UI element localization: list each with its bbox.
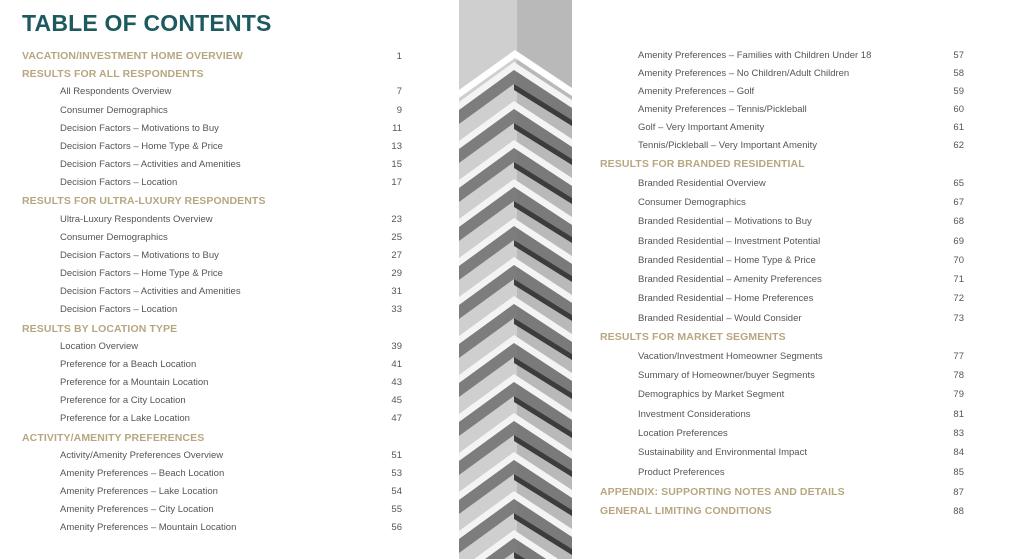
toc-entry-title: Ultra-Luxury Respondents Overview (60, 213, 213, 225)
toc-section-heading[interactable] (580, 505, 1000, 517)
toc-entry-title: Tennis/Pickleball – Very Important Amenity (638, 140, 818, 151)
toc-page-number: 39 (391, 340, 402, 352)
toc-entry[interactable] (0, 450, 410, 461)
toc-section-heading[interactable] (0, 323, 410, 335)
toc-entry-title: Investment Considerations (638, 409, 751, 420)
toc-entry-title: Branded Residential – Would Consider (638, 313, 802, 324)
toc-entry[interactable] (580, 86, 1000, 97)
toc-page-number: 1 (396, 51, 402, 62)
toc-section-heading[interactable] (580, 486, 1000, 498)
toc-page-number: 85 (953, 467, 964, 478)
toc-page-number: 69 (953, 236, 964, 247)
toc-entry-title: Location Overview (60, 340, 139, 352)
toc-entry-title: All Respondents Overview (60, 86, 172, 98)
toc-entry-title: Preference for a City Location (60, 395, 186, 407)
toc-entry-title: Decision Factors – Home Type & Price (60, 140, 223, 152)
toc-entry[interactable] (0, 304, 410, 315)
toc-entry[interactable] (580, 236, 1000, 247)
toc-entry-title: Sustainability and Environmental Impact (638, 447, 807, 458)
toc-page-number: 60 (953, 104, 964, 115)
toc-page-number: 41 (391, 358, 402, 370)
toc-entry-title: RESULTS FOR MARKET SEGMENTS (600, 331, 786, 343)
toc-entry[interactable] (580, 313, 1000, 324)
toc-entry-title: Demographics by Market Segment (638, 389, 785, 400)
toc-page-number: 77 (953, 351, 964, 362)
toc-page-number: 29 (391, 268, 402, 280)
toc-entry[interactable] (580, 140, 1000, 151)
toc-entry-title: Amenity Preferences – Lake Location (60, 486, 218, 498)
toc-entry[interactable] (0, 159, 410, 170)
toc-page-number: 7 (396, 86, 402, 98)
toc-entry-title: Amenity Preferences – Families with Children Under 18 (638, 50, 872, 61)
toc-entry-title: Preference for a Beach Location (60, 358, 197, 370)
toc-page-number: 23 (391, 213, 402, 225)
toc-entry[interactable] (580, 293, 1000, 304)
toc-entry-title: Branded Residential – Amenity Preferences (638, 274, 822, 285)
toc-entry[interactable] (580, 104, 1000, 115)
toc-entry[interactable] (580, 409, 1000, 420)
toc-entry[interactable] (0, 468, 410, 479)
toc-entry-title: Decision Factors – Motivations to Buy (60, 249, 219, 261)
toc-entry-title: Consumer Demographics (60, 104, 168, 116)
toc-entry-title: Golf – Very Important Amenity (638, 122, 765, 133)
toc-entry-title: ACTIVITY/AMENITY PREFERENCES (22, 431, 205, 444)
toc-entry-title: Vacation/Investment Homeowner Segments (638, 351, 823, 362)
toc-page-number: 62 (953, 140, 964, 151)
toc-page-number: 73 (953, 313, 964, 324)
toc-page-number: 54 (391, 486, 402, 498)
toc-entry[interactable] (0, 486, 410, 497)
toc-entry[interactable] (0, 522, 410, 533)
toc-page-number: 57 (953, 50, 964, 61)
toc-entry[interactable] (580, 447, 1000, 458)
toc-section-heading[interactable] (0, 195, 410, 207)
toc-entry[interactable] (0, 105, 410, 116)
toc-entry[interactable] (0, 395, 410, 406)
toc-entry[interactable] (580, 197, 1000, 208)
toc-entry-title: Decision Factors – Motivations to Buy (60, 122, 219, 134)
toc-entry[interactable] (580, 389, 1000, 400)
toc-entry-title: Amenity Preferences – No Children/Adult Children (638, 68, 850, 79)
toc-page-number: 33 (391, 304, 402, 316)
toc-page-number: 55 (391, 504, 402, 516)
toc-entry[interactable] (0, 250, 410, 261)
toc-entry[interactable] (580, 428, 1000, 439)
toc-entry[interactable] (0, 504, 410, 515)
toc-entry[interactable] (0, 268, 410, 279)
toc-entry-title: RESULTS FOR ALL RESPONDENTS (22, 68, 204, 81)
toc-page-number: 31 (391, 286, 402, 298)
toc-entry-title: RESULTS FOR BRANDED RESIDENTIAL (600, 158, 805, 170)
page-title: TABLE OF CONTENTS (22, 10, 272, 36)
toc-entry-title: Location Preferences (638, 428, 728, 439)
toc-page-number: 87 (953, 487, 964, 498)
toc-entry[interactable] (0, 141, 410, 152)
toc-page-number: 81 (953, 409, 964, 420)
toc-page-number: 15 (391, 159, 402, 171)
toc-entry-title: Preference for a Mountain Location (60, 377, 209, 389)
toc-section-heading[interactable] (580, 158, 1000, 170)
toc-page-number: 25 (391, 231, 402, 243)
toc-page-number: 88 (953, 506, 964, 517)
toc-entry-title: VACATION/INVESTMENT HOME OVERVIEW (22, 50, 243, 62)
toc-entry[interactable] (0, 341, 410, 352)
toc-entry-title: Consumer Demographics (638, 197, 746, 208)
toc-page-number: 72 (953, 293, 964, 304)
toc-page-number: 56 (391, 522, 402, 534)
toc-entry[interactable] (580, 50, 1000, 61)
toc-entry-title: Amenity Preferences – Tennis/Pickleball (638, 104, 807, 115)
toc-entry-title: Activity/Amenity Preferences Overview (60, 449, 224, 461)
toc-entry-title: APPENDIX: SUPPORTING NOTES AND DETAILS (600, 486, 845, 498)
toc-entry-title: Product Preferences (638, 467, 725, 478)
toc-entry-title: Amenity Preferences – Golf (638, 86, 755, 97)
toc-entry-title: Amenity Preferences – Beach Location (60, 467, 225, 479)
toc-entry-title: Amenity Preferences – Mountain Location (60, 522, 237, 534)
toc-entry[interactable] (0, 177, 410, 188)
toc-entry-title: Branded Residential – Investment Potential (638, 236, 821, 247)
toc-entry-title: Branded Residential – Home Type & Price (638, 255, 816, 266)
toc-section-heading[interactable] (580, 331, 1000, 343)
toc-entry-title: Decision Factors – Location (60, 177, 178, 189)
toc-entry-title: RESULTS FOR ULTRA-LUXURY RESPONDENTS (22, 195, 266, 208)
toc-entry-title: Amenity Preferences – City Location (60, 504, 214, 516)
toc-entry[interactable] (580, 467, 1000, 478)
toc-entry-title: Summary of Homeowner/buyer Segments (638, 370, 815, 381)
toc-entry[interactable] (580, 178, 1000, 189)
toc-page-number: 70 (953, 255, 964, 266)
toc-entry[interactable] (0, 286, 410, 297)
toc-page-number: 78 (953, 370, 964, 381)
toc-page-number: 53 (391, 467, 402, 479)
toc-section-heading[interactable] (0, 68, 410, 80)
toc-page-number: 83 (953, 428, 964, 439)
toc-entry[interactable] (580, 216, 1000, 227)
toc-page-number: 9 (396, 104, 402, 116)
toc-entry-title: RESULTS BY LOCATION TYPE (22, 322, 178, 335)
toc-page-number: 11 (392, 122, 402, 134)
toc-page-number: 51 (391, 449, 402, 461)
toc-page-number: 17 (391, 177, 402, 189)
toc-entry[interactable] (0, 413, 410, 424)
toc-entry[interactable] (0, 232, 410, 243)
toc-page-number: 27 (391, 249, 402, 261)
toc-entry[interactable] (0, 86, 410, 97)
building-photo (459, 0, 572, 559)
toc-left-column (0, 0, 410, 559)
toc-right-column (580, 0, 1000, 559)
toc-page-number: 68 (953, 216, 964, 227)
toc-entry-title: Consumer Demographics (60, 231, 168, 243)
toc-page-number: 65 (953, 178, 964, 189)
toc-entry[interactable] (580, 122, 1000, 133)
toc-page-number: 45 (391, 395, 402, 407)
toc-entry-title: GENERAL LIMITING CONDITIONS (600, 505, 772, 517)
toc-page-number: 43 (391, 377, 402, 389)
toc-entry-title: Preference for a Lake Location (60, 413, 190, 425)
toc-page-number: 47 (391, 413, 402, 425)
toc-page-number: 59 (953, 86, 964, 97)
toc-entry-title: Decision Factors – Home Type & Price (60, 268, 223, 280)
toc-page-number: 71 (953, 274, 964, 285)
toc-page-number: 84 (953, 447, 964, 458)
toc-entry-title: Branded Residential – Home Preferences (638, 293, 814, 304)
toc-entry-title: Decision Factors – Activities and Amenities (60, 286, 241, 298)
toc-entry[interactable] (580, 68, 1000, 79)
toc-entry[interactable] (0, 359, 410, 370)
toc-page-number: 58 (953, 68, 964, 79)
toc-entry-title: Decision Factors – Location (60, 304, 178, 316)
toc-section-heading[interactable] (0, 50, 410, 62)
toc-page-number: 79 (953, 389, 964, 400)
toc-entry-title: Decision Factors – Activities and Amenities (60, 159, 241, 171)
toc-entry[interactable] (0, 123, 410, 134)
toc-entry[interactable] (580, 255, 1000, 266)
toc-entry-title: Branded Residential Overview (638, 178, 766, 189)
toc-entry[interactable] (0, 377, 410, 388)
toc-page-number: 13 (391, 140, 402, 152)
toc-page-number: 67 (953, 197, 964, 208)
toc-section-heading[interactable] (0, 432, 410, 444)
toc-entry[interactable] (580, 351, 1000, 362)
toc-entry[interactable] (580, 370, 1000, 381)
toc-entry[interactable] (0, 214, 410, 225)
toc-entry-title: Branded Residential – Motivations to Buy (638, 216, 812, 227)
toc-entry[interactable] (580, 274, 1000, 285)
toc-page-number: 61 (953, 122, 964, 133)
